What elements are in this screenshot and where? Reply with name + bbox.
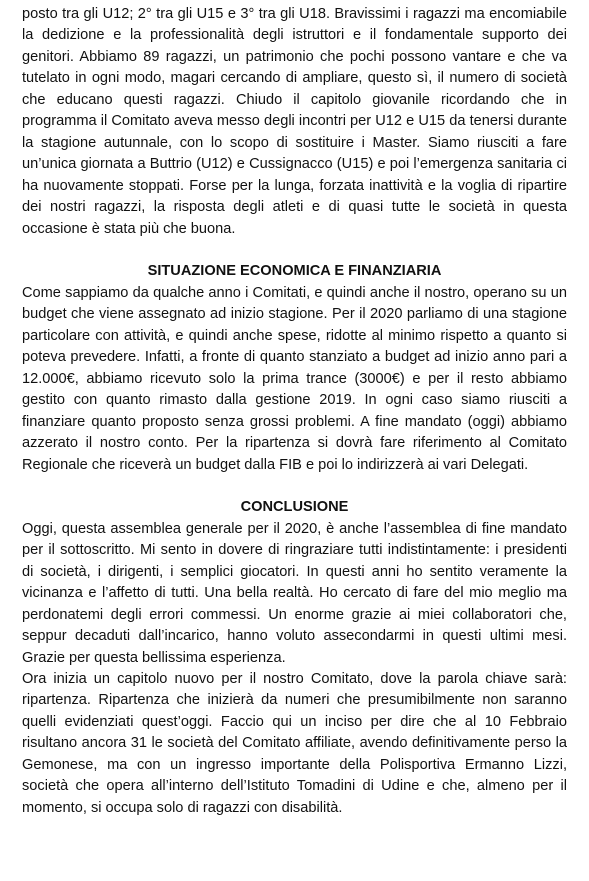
conclusion-paragraph-1: Oggi, questa assemblea generale per il 2020, è anche l’assemblea di fine mandato per il sottoscritto. Mi sento in dovere di ringraziare tutti indistintamente: i presidenti di società, i dirigenti, i semplici giocatori. In questi anni ho sentito veramente la vicinanza e l’affetto di tutti. Una bella realtà. Ho cercato di fare del mio meglio ma perdonatemi degli errori commessi. Un enorme grazie ai miei collaboratori che, seppur decaduti dall’incarico, hanno voluto assecondarmi in questi ultimi mesi. Grazie per questa bellissima esperienza. xyxy=(22,520,567,666)
economic-section-paragraph: Come sappiamo da qualche anno i Comitati, e quindi anche il nostro, operano su un budget che viene assegnato ad inizio stagione. Per il 2020 parliamo di una stagione particolare con attività, e quindi anche spese, ridotte al minimo rispetto a quanto si poteva prevedere. Infatti, a fronte di quanto stanziato a budget ad inizio anno pari a 12.000€, abbiamo ricevuto solo la prima trance (3000€) e per il resto abbiamo gestito con quanto rimasto dalla gestione 2019. In ogni caso siamo riusciti a finanziare quanto proposto senza grossi problemi. A fine mandato (oggi) abbiamo azzerato il nostro conto. Per la ripartenza si dovrà fare riferimento al Comitato Regionale che riceverà un budget dalla FIB e poi lo indirizzerà ai vari Delegati. xyxy=(22,284,567,473)
economic-section-heading: SITUAZIONE ECONOMICA E FINANZIARIA xyxy=(147,263,442,280)
economic-section xyxy=(22,261,567,476)
document-page xyxy=(22,4,567,819)
intro-paragraph: posto tra gli U12; 2° tra gli U15 e 3° tra gli U18. Bravissimi i ragazzi ma encomiabile la dedizione e la professionalità degli istruttori e il fondamentale supporto dei genitori. Abbiamo 89 ragazzi, un patrimonio che pochi possono vantare e che va tutelato in ogni modo, magari cercando di ampliare, questo sì, il numero di società che educano questi ragazzi. Chiudo il capitolo giovanile ricordando che in programma il Comitato aveva messo degli incontri per U12 e U15 da tenersi durante la stagione autunnale, con lo scopo di sostituire i Master. Siamo riusciti a fare un’unica giornata a Buttrio (U12) e Cussignacco (U15) e poi l’emergenza sanitaria ci ha nuovamente stoppati. Forse per la lunga, forzata inattività e la voglia di ripartire dei nostri ragazzi, la risposta degli atleti e di quasi tutte le società in questa occasione è stata più che buona. xyxy=(22,6,567,237)
conclusion-section-heading: CONCLUSIONE xyxy=(240,499,349,516)
conclusion-section xyxy=(22,497,567,819)
section-spacer xyxy=(22,476,567,497)
section-spacer xyxy=(22,240,567,261)
conclusion-paragraph-2: Ora inizia un capitolo nuovo per il nostro Comitato, dove la parola chiave sarà: ripartenza. Ripartenza che inizierà da numeri che presumibilmente non saranno quelli evidenziati quest’oggi. Faccio qui un inciso per dire che al 10 Febbraio risultano ancora 31 le società del Comitato affiliate, avendo definitivamente perso la Gemonese, ma con un ingresso importante della Polisportiva Ermanno Lizzi, società che opera all’interno dell’Istituto Tomadini di Udine e che, almeno per il momento, si occupa solo di ragazzi con disabilità. xyxy=(22,671,567,816)
